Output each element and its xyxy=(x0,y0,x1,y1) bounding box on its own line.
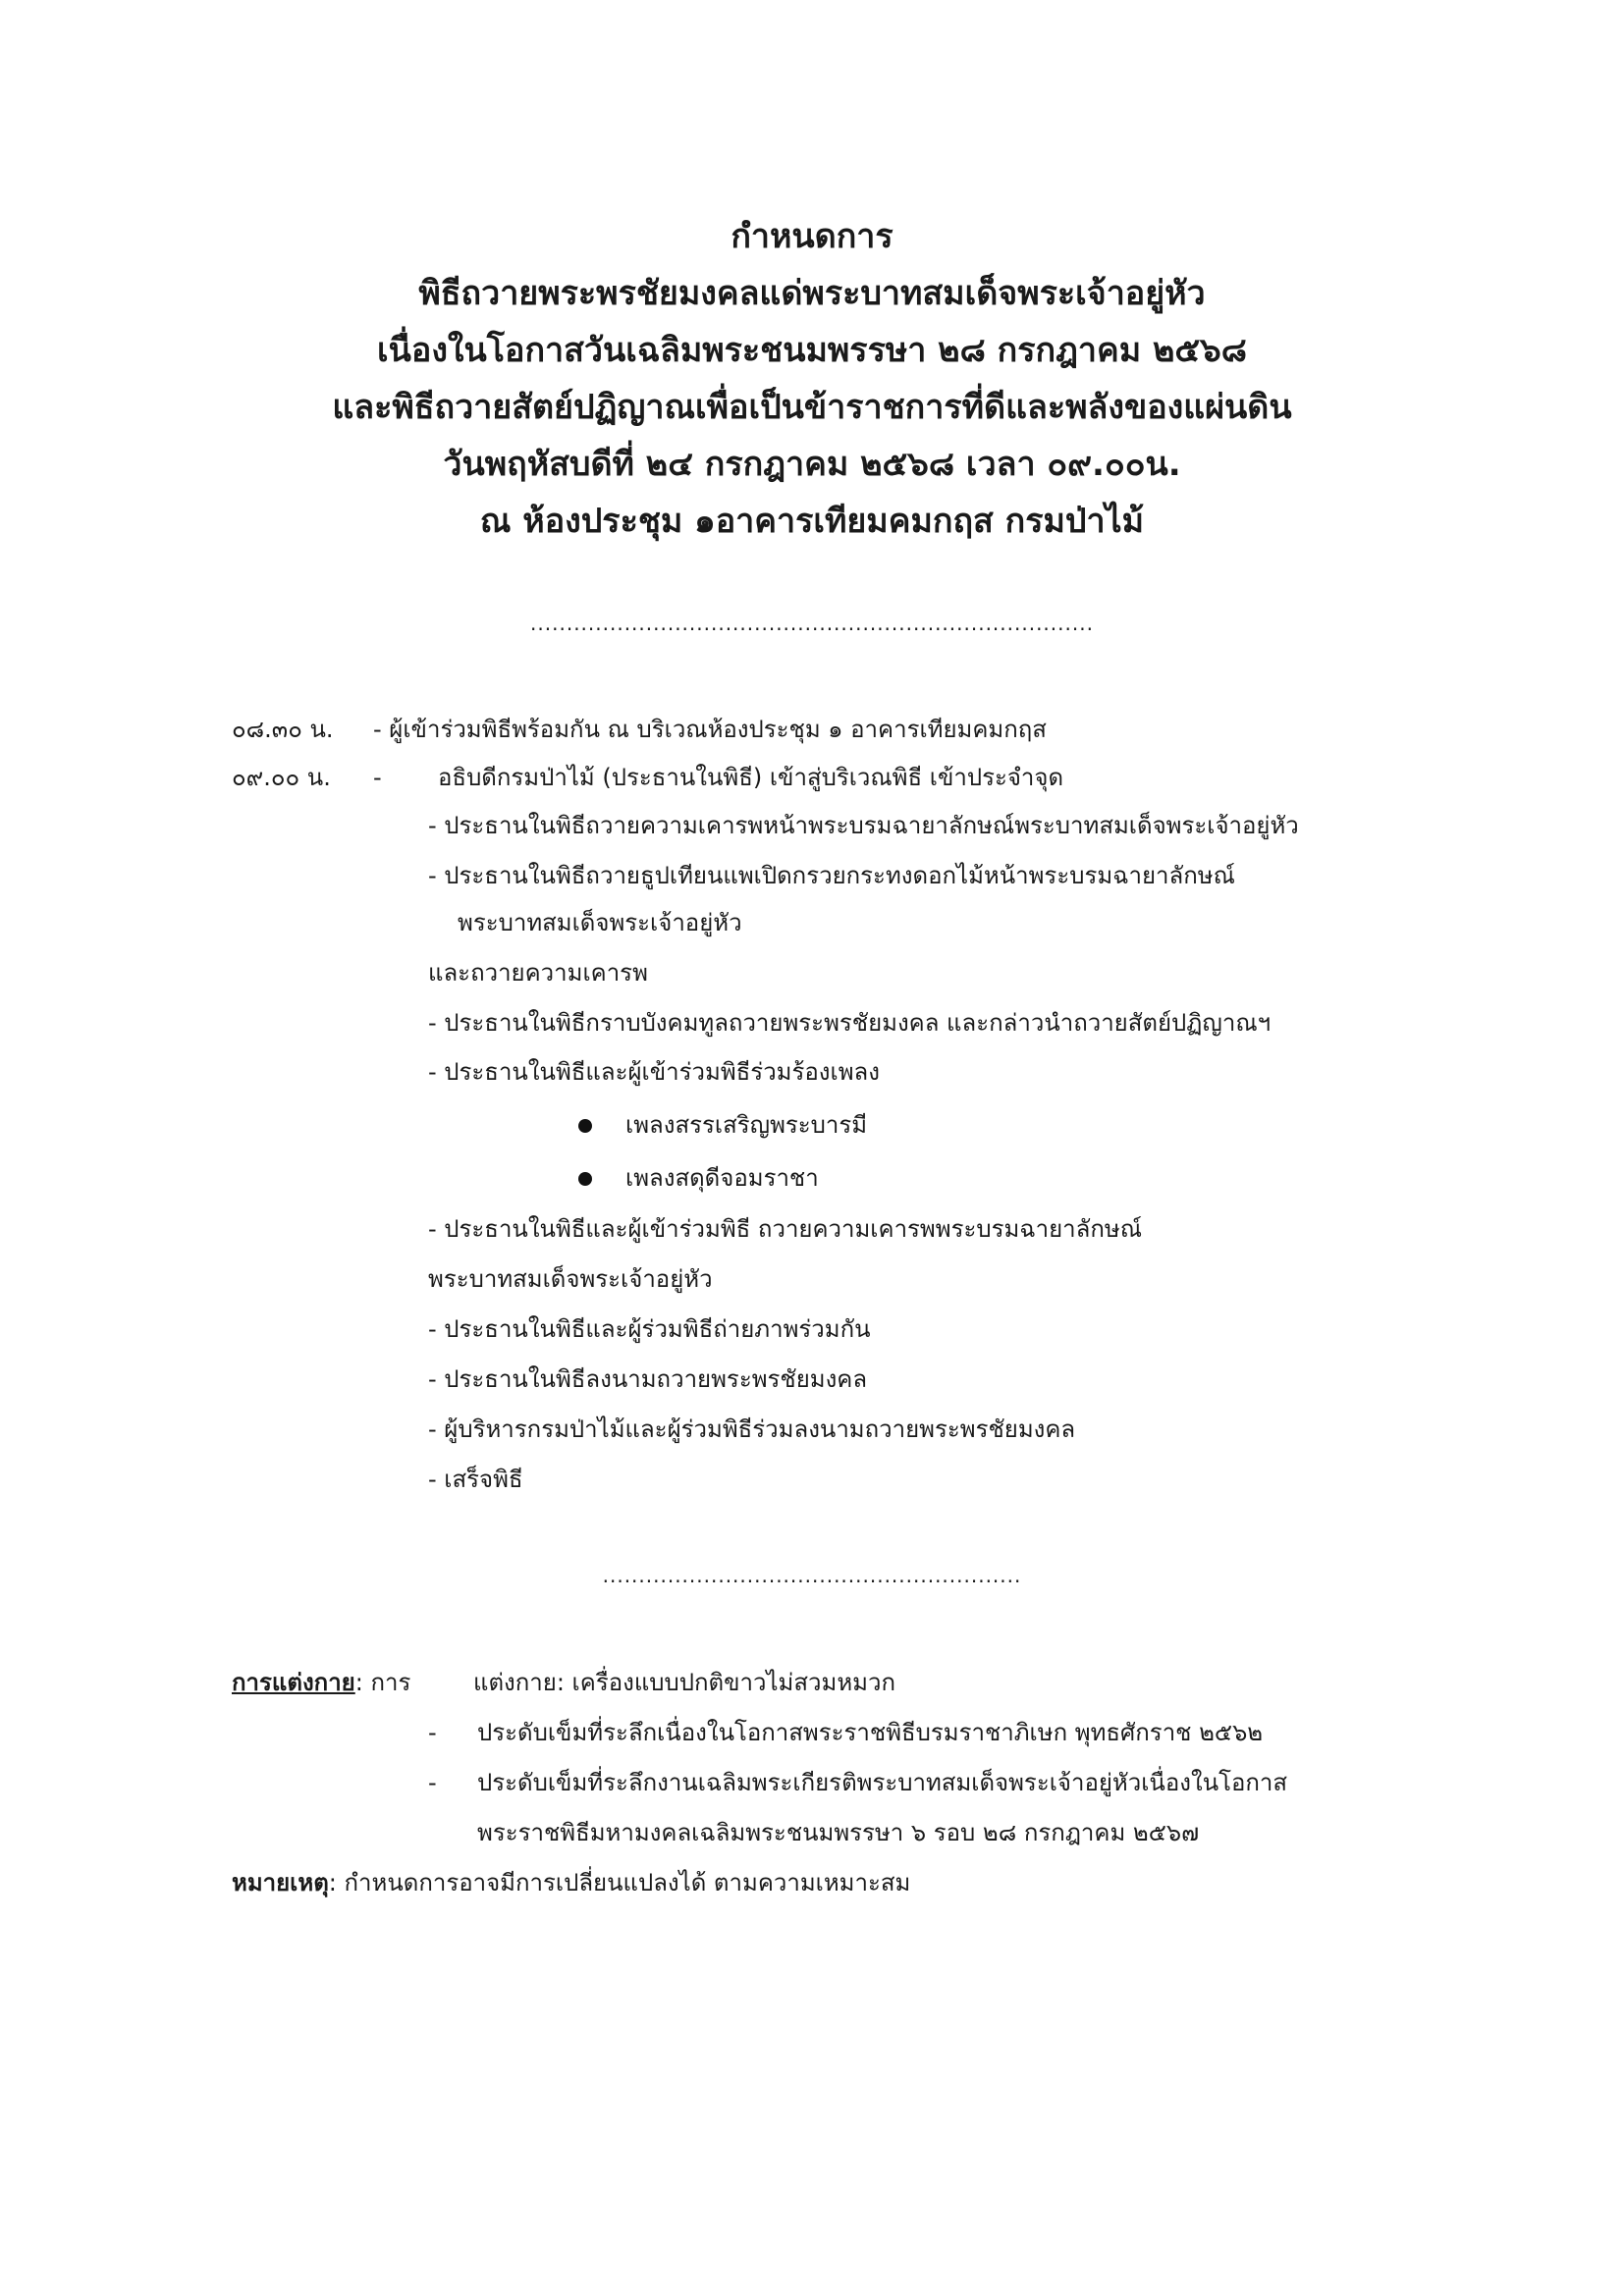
dress-code-text: แต่งกาย: เครื่องแบบปกติขาวไม่สวมหมวก xyxy=(473,1669,895,1696)
schedule-subitem-2: - ประธานในพิธีถวายธูปเทียนแพเปิดกรวยกระทงดอกไม้หน้าพระบรมฉายาลักษณ์ xyxy=(428,862,1235,889)
schedule-subitem-5-cont: พระบาทสมเด็จพระเจ้าอยู่หัว xyxy=(428,1265,713,1293)
song-item-1: เพลงสรรเสริญพระบารมี xyxy=(625,1111,868,1139)
schedule-subitem-2-cont2: และถวายความเคารพ xyxy=(428,959,648,987)
schedule-subitem-1: - ประธานในพิธีถวายความเคารพหน้าพระบรมฉายาลักษณ์พระบาทสมเด็จพระเจ้าอยู่หัว xyxy=(428,812,1299,839)
note-row xyxy=(232,1865,910,1900)
ceremony-title-line-3: และพิธีถวายสัตย์ปฏิญาณเพื่อเป็นข้าราชการที่ดีและพลังของแผ่นดิน xyxy=(332,388,1292,427)
bullet-icon xyxy=(578,1119,592,1133)
dress-bullet-2: ประดับเข็มที่ระลึกงานเฉลิมพระเกียรติพระบาทสมเด็จพระเจ้าอยู่หัวเนื่องในโอกาส xyxy=(477,1769,1288,1796)
schedule-subitem-6: - ประธานในพิธีและผู้ร่วมพิธีถ่ายภาพร่วมกัน xyxy=(428,1315,871,1343)
schedule-time-0830: ๐๘.๓๐ น. xyxy=(232,716,334,743)
schedule-subitem-3: - ประธานในพิธีกราบบังคมทูลถวายพระพรชัยมงคล และกล่าวนำถวายสัตย์ปฏิญาณฯ xyxy=(428,1009,1272,1037)
schedule-subitem-8: - ผู้บริหารกรมป่าไม้และผู้ร่วมพิธีร่วมลงนามถวายพระพรชัยมงคล xyxy=(428,1415,1076,1443)
note-text: : กำหนดการอาจมีการเปลี่ยนแปลงได้ ตามความเหมาะสม xyxy=(328,1869,911,1896)
song-item-2: เพลงสดุดีจอมราชา xyxy=(625,1164,819,1192)
schedule-subitem-2-cont: พระบาทสมเด็จพระเจ้าอยู่หัว xyxy=(458,909,742,936)
schedule-subitem-5: - ประธานในพิธีและผู้เข้าร่วมพิธี ถวายความเคารพพระบรมฉายาลักษณ์ xyxy=(428,1215,1142,1243)
document-header xyxy=(0,208,1624,550)
dress-bullet-2-dash: - xyxy=(428,1769,437,1796)
dress-bullet-1: ประดับเข็มที่ระลึกเนื่องในโอกาสพระราชพิธีบรมราชาภิเษก พุทธศักราช ๒๕๖๒ xyxy=(477,1719,1264,1746)
ceremony-date-time: วันพฤหัสบดีที่ ๒๔ กรกฎาคม ๒๕๖๘ เวลา ๐๙.๐๐น. xyxy=(443,445,1181,484)
note-label: หมายเหตุ xyxy=(232,1869,329,1896)
schedule-time-0900: ๐๙.๐๐ น. xyxy=(232,764,331,791)
schedule-item-0900: อธิบดีกรมป่าไม้ (ประธานในพิธี) เข้าสู่บริเวณพิธี เข้าประจำจุด xyxy=(438,764,1064,791)
dress-bullet-1-dash: - xyxy=(428,1719,437,1746)
schedule-dash-0900: - xyxy=(373,764,382,791)
schedule-subitem-7: - ประธานในพิธีลงนามถวายพระพรชัยมงคล xyxy=(428,1365,868,1393)
dress-code-label-suffix: : การ xyxy=(354,1669,411,1696)
ceremony-venue: ณ ห้องประชุม ๑อาคารเทียมคมกฤส กรมป่าไม้ xyxy=(479,502,1145,541)
dress-code-label: การแต่งกาย xyxy=(232,1669,355,1696)
ceremony-title-line-1: พิธีถวายพระพรชัยมงคลแด่พระบาทสมเด็จพระเจ้าอยู่หัว xyxy=(418,274,1206,313)
ceremony-title-line-2: เนื่องในโอกาสวันเฉลิมพระชนมพรรษา ๒๘ กรกฎาคม ๒๕๖๘ xyxy=(377,331,1247,370)
bullet-icon xyxy=(578,1172,592,1186)
schedule-item-0830: - ผู้เข้าร่วมพิธีพร้อมกัน ณ บริเวณห้องประชุม ๑ อาคารเทียมคมกฤส xyxy=(373,716,1047,743)
separator-top: .............................................................................. xyxy=(530,612,1094,635)
schedule-subitem-4: - ประธานในพิธีและผู้เข้าร่วมพิธีร่วมร้องเพลง xyxy=(428,1058,880,1086)
schedule-subitem-9: - เสร็จพิธี xyxy=(428,1466,523,1493)
dress-code-row xyxy=(232,1665,410,1700)
separator-bottom: .......................................................... xyxy=(602,1564,1022,1587)
document-title: กำหนดการ xyxy=(731,217,893,256)
dress-bullet-2-cont: พระราชพิธีมหามงคลเฉลิมพระชนมพรรษา ๖ รอบ ๒๘ กรกฎาคม ๒๕๖๗ xyxy=(477,1819,1200,1846)
